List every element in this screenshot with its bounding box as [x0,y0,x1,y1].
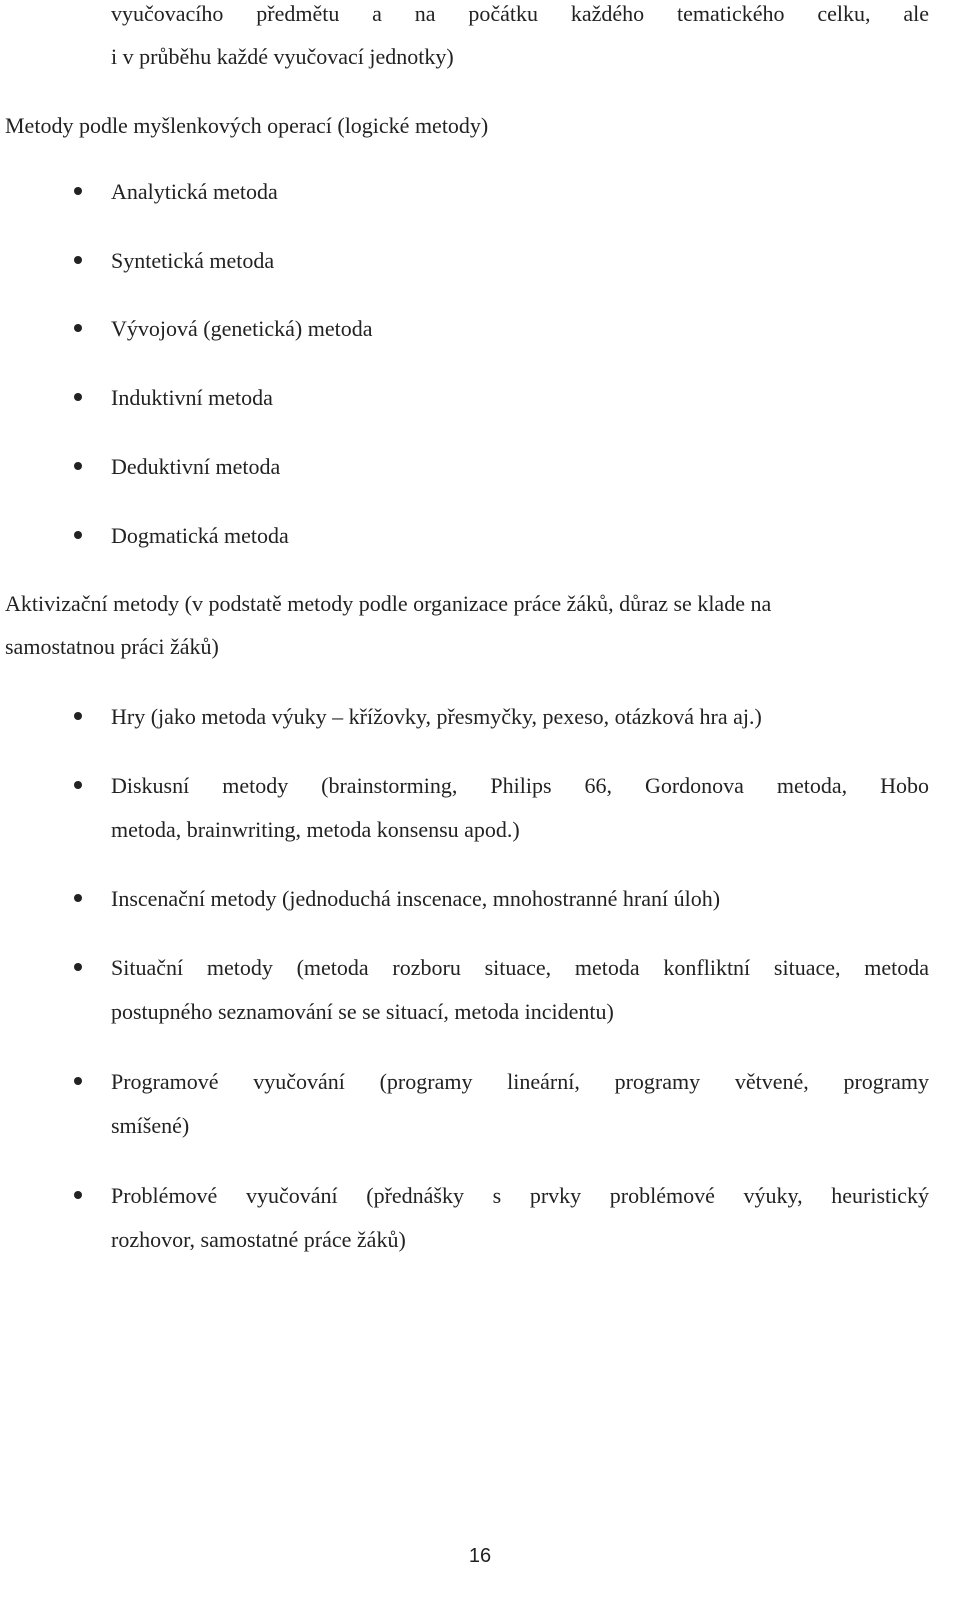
list-item-text: Deduktivní metoda [111,454,281,479]
page-number: 16 [468,1545,492,1567]
list-item-text-line-1: Situační metody (metoda rozboru situace, metoda konfliktní situace, metoda [111,955,929,980]
list-item-text-line-2: rozhovor, samostatné práce žáků) [111,1227,406,1252]
bullet-icon [74,894,82,902]
section-heading-logical-methods: Metody podle myšlenkových operací (logické metody) [5,113,489,138]
list-item-text-line-1: Problémové vyučování (přednášky s prvky problémové výuky, heuristický [111,1183,929,1208]
bullet-icon [74,712,82,720]
list-item-text: Induktivní metoda [111,385,273,410]
list-item-text: Analytická metoda [111,179,278,204]
list-item-text-line-1: Diskusní metody (brainstorming, Philips 66, Gordonova metoda, Hobo [111,773,929,798]
list-item-text-line-2: metoda, brainwriting, metoda konsensu apod.) [111,817,520,842]
bullet-icon [74,187,82,195]
list-item-text: Inscenační metody (jednoduchá inscenace, mnohostranné hraní úloh) [111,886,721,911]
bullet-icon [74,324,82,332]
bullet-icon [74,781,82,789]
section-heading-activating-methods-line-2: samostatnou práci žáků) [5,634,219,659]
list-item-text-line-2: smíšené) [111,1113,190,1138]
list-item-text: Vývojová (genetická) metoda [111,316,373,341]
list-item-text: Hry (jako metoda výuky – křížovky, přesmyčky, pexeso, otázková hra aj.) [111,704,762,729]
list-item-text: Dogmatická metoda [111,523,289,548]
list-item-text-line-2: postupného seznamování se se situací, metoda incidentu) [111,999,614,1024]
list-item-text: Syntetická metoda [111,248,275,273]
continuation-line-1: vyučovacího předmětu a na počátku každého tematického celku, ale [111,1,929,26]
list-item-text-line-1: Programové vyučování (programy lineární, programy větvené, programy [111,1069,929,1094]
bullet-icon [74,256,82,264]
bullet-icon [74,531,82,539]
bullet-icon [74,1077,82,1085]
section-heading-activating-methods-line-1: Aktivizační metody (v podstatě metody podle organizace práce žáků, důraz se klade na [5,591,772,616]
continuation-line-2: i v průběhu každé vyučovací jednotky) [111,44,454,69]
bullet-icon [74,393,82,401]
bullet-icon [74,963,82,971]
bullet-icon [74,462,82,470]
bullet-icon [74,1191,82,1199]
